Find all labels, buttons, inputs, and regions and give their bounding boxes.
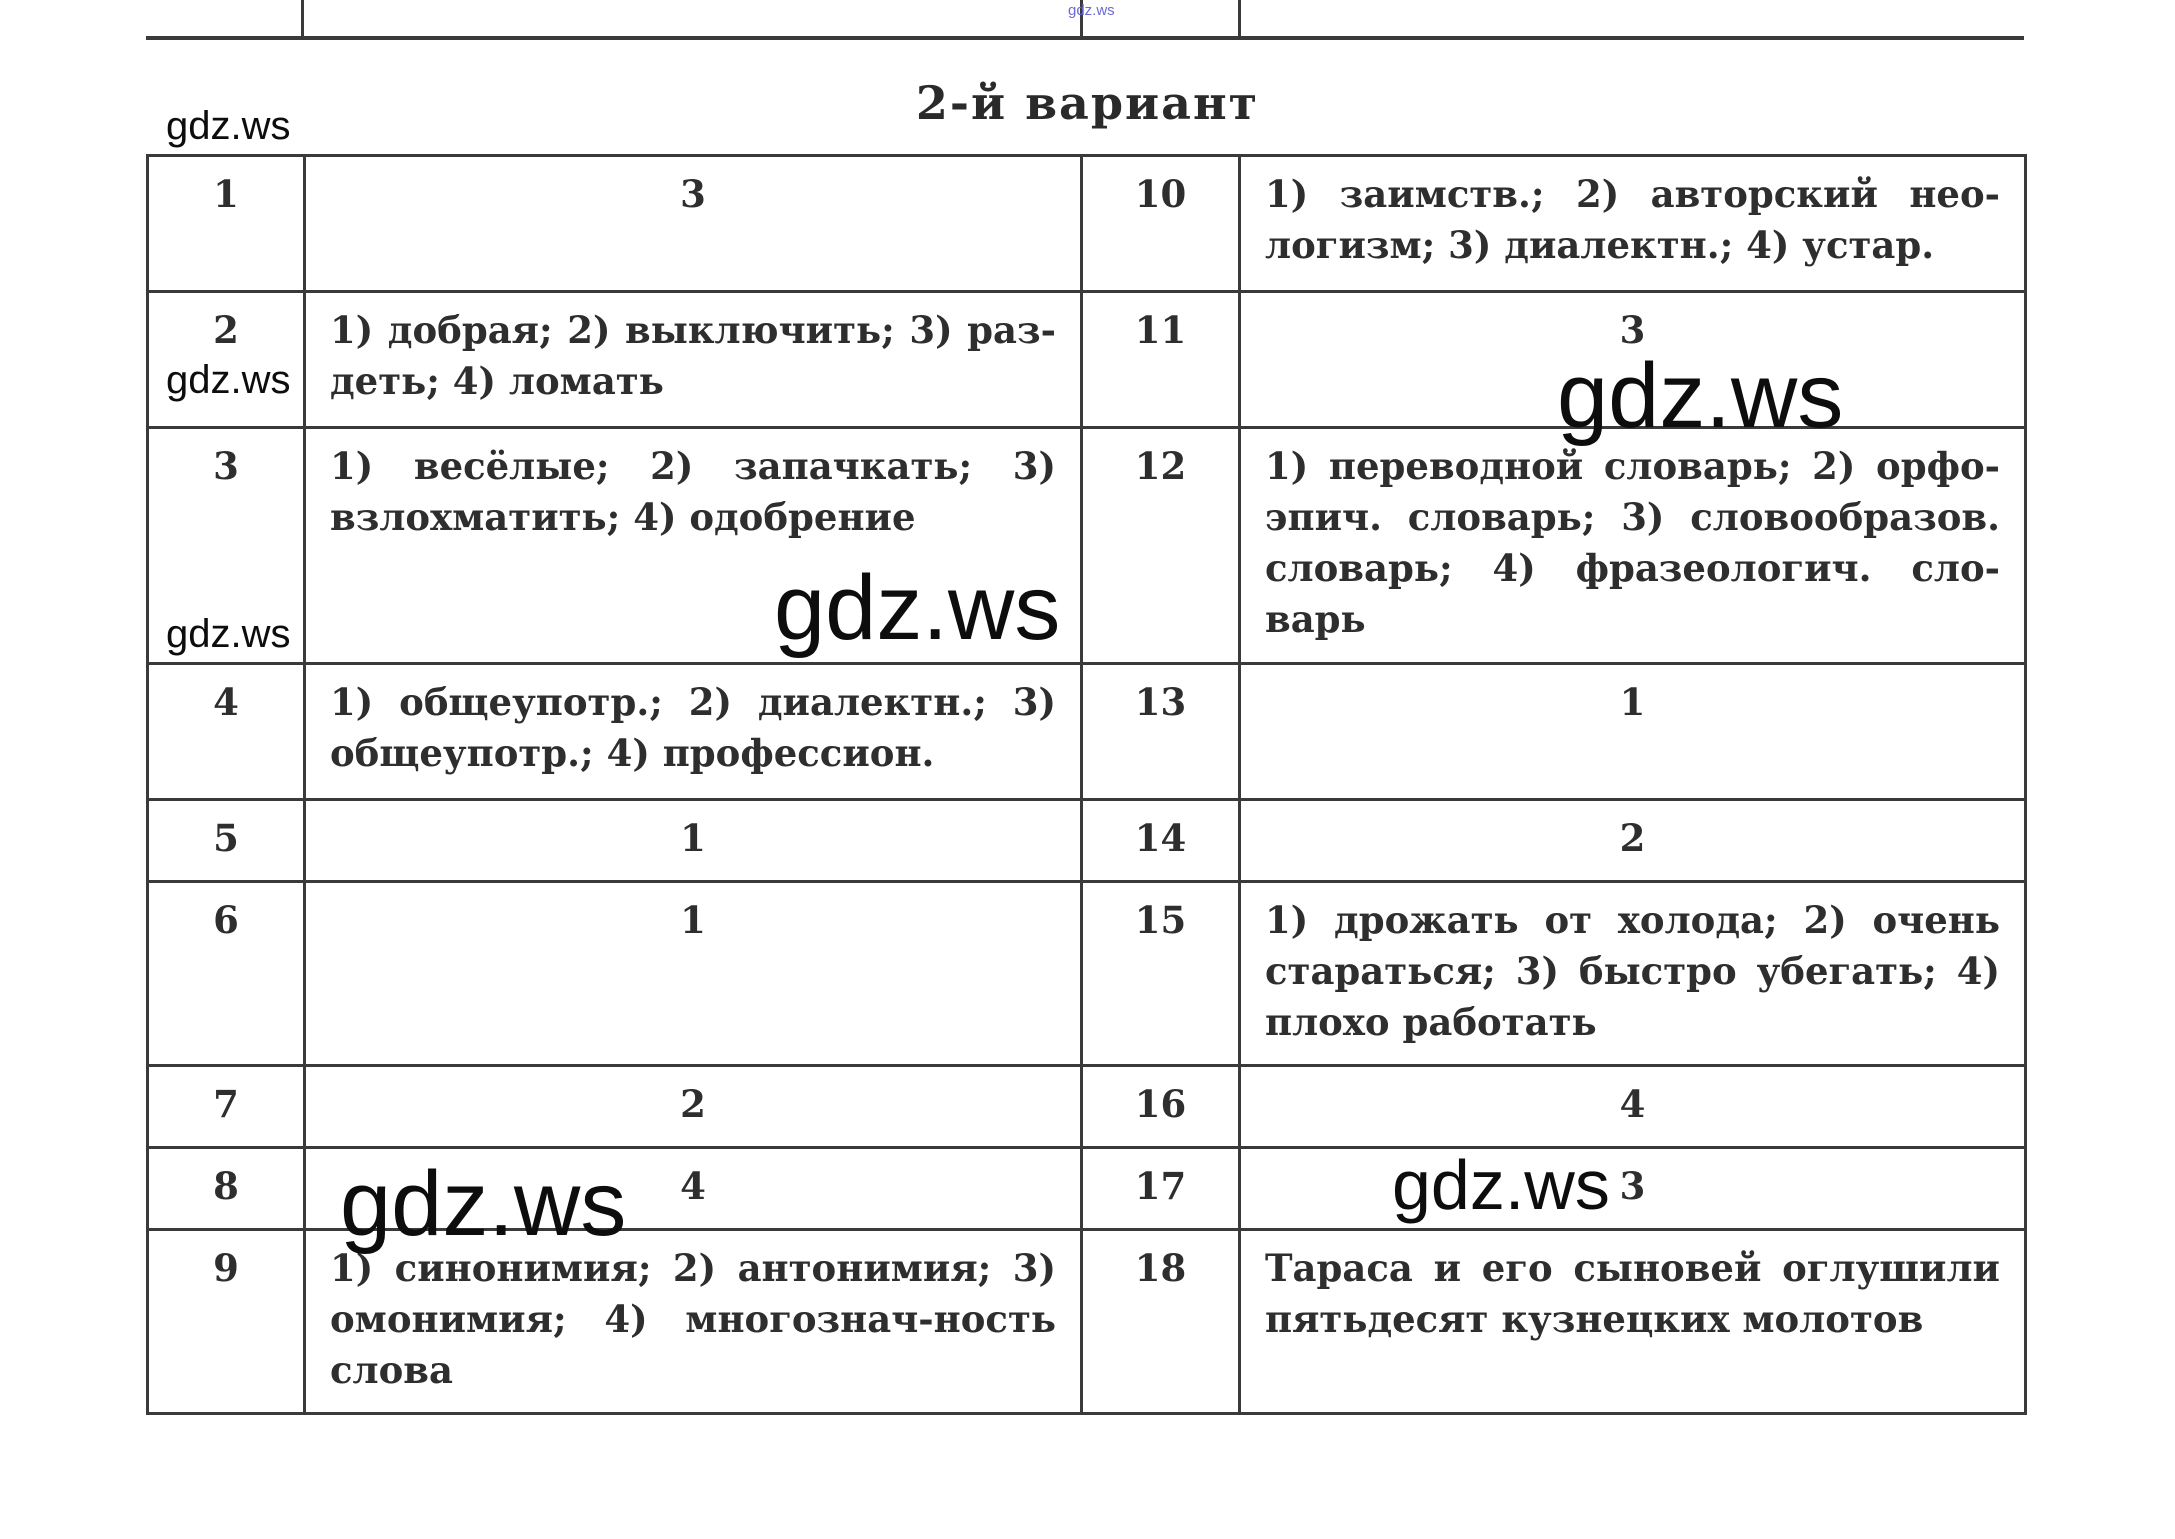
header-watermark: gdz.ws — [1068, 2, 1115, 19]
answer-cell: 3 — [1240, 292, 2026, 428]
answer-cell: 2 — [1240, 800, 2026, 882]
answer-cell: 1 — [1240, 664, 2026, 800]
answer-cell: 4 — [305, 1148, 1082, 1230]
question-number: 15 — [1082, 882, 1240, 1066]
answer-cell: 1) заимств.; 2) авторский нео-логизм; 3) диалектн.; 4) устар. — [1240, 156, 2026, 292]
answer-cell: 3 — [1240, 1148, 2026, 1230]
question-number: 4 — [148, 664, 305, 800]
table-row — [148, 800, 2026, 882]
answer-cell: 1) переводной словарь; 2) орфо-эпич. словарь; 3) словообразов. словарь; 4) фразеологич. сло-варь — [1240, 428, 2026, 664]
watermark: gdz.ws — [774, 557, 1061, 659]
watermark: gdz.ws — [1392, 1146, 1610, 1224]
table-row — [148, 156, 2026, 292]
question-number: 5 — [148, 800, 305, 882]
answer-cell: 1) весёлые; 2) запачкать; 3) взлохматить; 4) одобрение — [305, 428, 1082, 664]
question-number: 2 — [148, 292, 305, 428]
question-number: 16 — [1082, 1066, 1240, 1148]
watermark: gdz.ws — [340, 1153, 627, 1255]
table-divider — [1238, 0, 1241, 36]
question-number: 7 — [148, 1066, 305, 1148]
table-row — [148, 882, 2026, 1066]
variant-title: 2-й вариант — [915, 76, 1260, 130]
question-number: 18 — [1082, 1230, 1240, 1414]
answer-cell: 2 — [305, 1066, 1082, 1148]
answer-cell: Тараса и его сыновей оглушили пятьдесят кузнецких молотов — [1240, 1230, 2026, 1414]
answer-cell: 1) синонимия; 2) антонимия; 3) омонимия; 4) многознач-ность слова — [305, 1230, 1082, 1414]
question-number: 10 — [1082, 156, 1240, 292]
watermark: gdz.ws — [166, 612, 291, 656]
table-row — [148, 1066, 2026, 1148]
answer-cell: 1) дрожать от холода; 2) очень стараться; 3) быстро убегать; 4) плохо работать — [1240, 882, 2026, 1066]
watermark: gdz.ws — [1557, 345, 1844, 447]
table-row — [148, 428, 2026, 664]
answer-cell: 1) добрая; 2) выключить; 3) раз-деть; 4) ломать — [305, 292, 1082, 428]
table-row — [148, 664, 2026, 800]
question-number: 6 — [148, 882, 305, 1066]
answer-cell: 1) общеупотр.; 2) диалектн.; 3) общеупотр.; 4) профессион. — [305, 664, 1082, 800]
question-number: 9 — [148, 1230, 305, 1414]
question-number: 3 — [148, 428, 305, 664]
watermark: gdz.ws — [166, 104, 291, 148]
table-row — [148, 1230, 2026, 1414]
question-number: 13 — [1082, 664, 1240, 800]
question-number: 8 — [148, 1148, 305, 1230]
question-number: 11 — [1082, 292, 1240, 428]
question-number: 12 — [1082, 428, 1240, 664]
question-number: 17 — [1082, 1148, 1240, 1230]
answer-cell: 3 — [305, 156, 1082, 292]
answer-cell: 1 — [305, 882, 1082, 1066]
question-number: 1 — [148, 156, 305, 292]
table-divider — [301, 0, 304, 36]
watermark: gdz.ws — [166, 358, 291, 402]
answer-cell: 4 — [1240, 1066, 2026, 1148]
question-number: 14 — [1082, 800, 1240, 882]
answer-cell: 1 — [305, 800, 1082, 882]
